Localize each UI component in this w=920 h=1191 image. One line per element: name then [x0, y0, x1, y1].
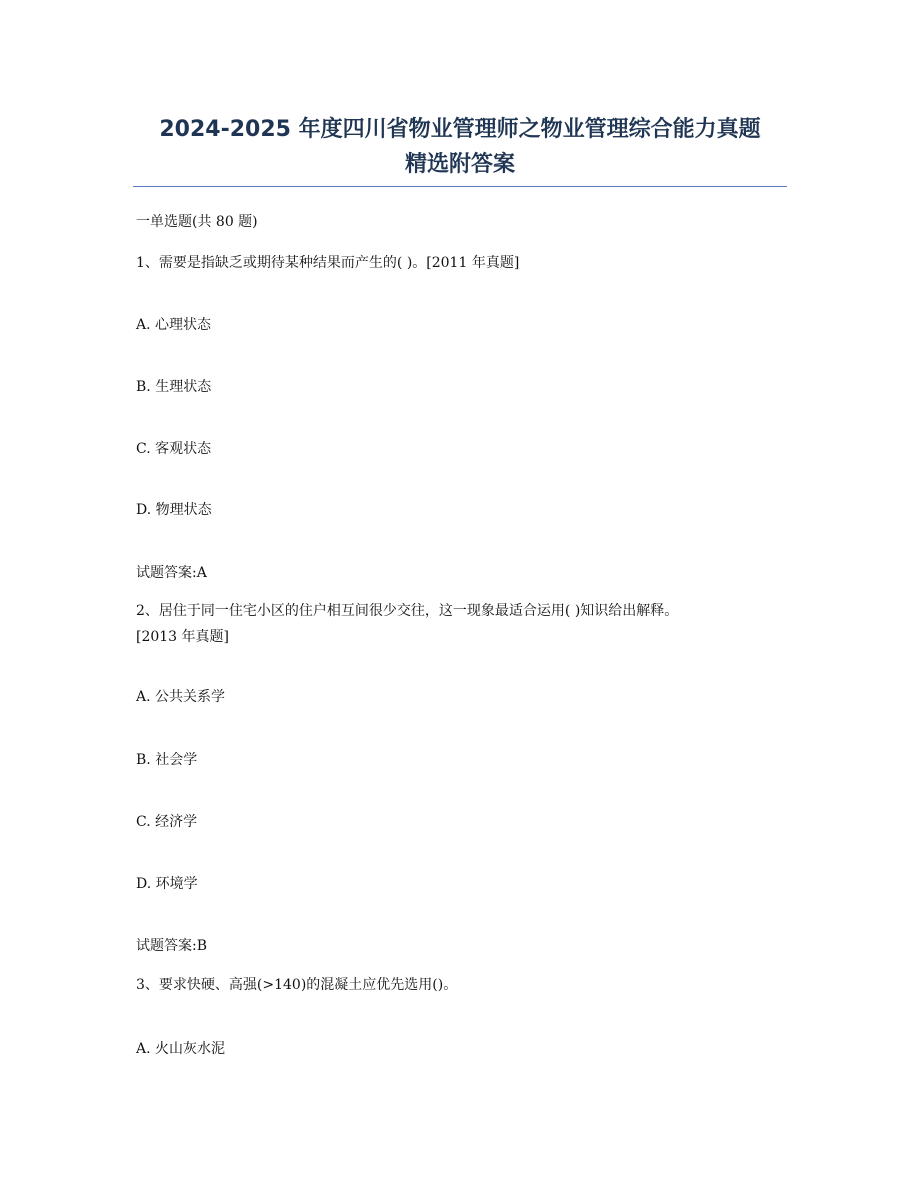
question-2-option-a: A. 公共关系学: [136, 689, 226, 705]
question-1-answer: 试题答案:A: [136, 565, 207, 581]
question-1-option-d: D. 物理状态: [136, 502, 212, 518]
document-title: [120, 112, 800, 182]
question-1-stem: 1、需要是指缺乏或期待某种结果而产生的( )。[2011 年真题]: [136, 255, 520, 271]
title-divider: [133, 186, 787, 187]
question-2-answer: 试题答案:B: [136, 938, 208, 954]
section-heading: 一单选题(共 80 题): [136, 214, 258, 230]
question-2-option-c: C. 经济学: [136, 814, 198, 830]
question-2-option-b: B. 社会学: [136, 752, 198, 768]
title-line-2: 精选附答案: [404, 152, 515, 177]
question-3-stem: 3、要求快硬、高强(>140)的混凝土应优先选用()。: [136, 977, 458, 993]
question-2-stem-line-1: 2、居住于同一住宅小区的住户相互间很少交往，这一现象最适合运用( )知识给出解释。: [136, 603, 679, 619]
question-1-option-c: C. 客观状态: [136, 441, 212, 457]
question-2-option-d: D. 环境学: [136, 876, 198, 892]
question-3-option-a: A. 火山灰水泥: [136, 1041, 226, 1057]
question-1-option-b: B. 生理状态: [136, 379, 212, 395]
question-2-stem-line-2: [2013 年真题]: [136, 629, 230, 645]
title-line-1: 2024-2025 年度四川省物业管理师之物业管理综合能力真题: [159, 117, 761, 142]
question-1-option-a: A. 心理状态: [136, 317, 212, 333]
